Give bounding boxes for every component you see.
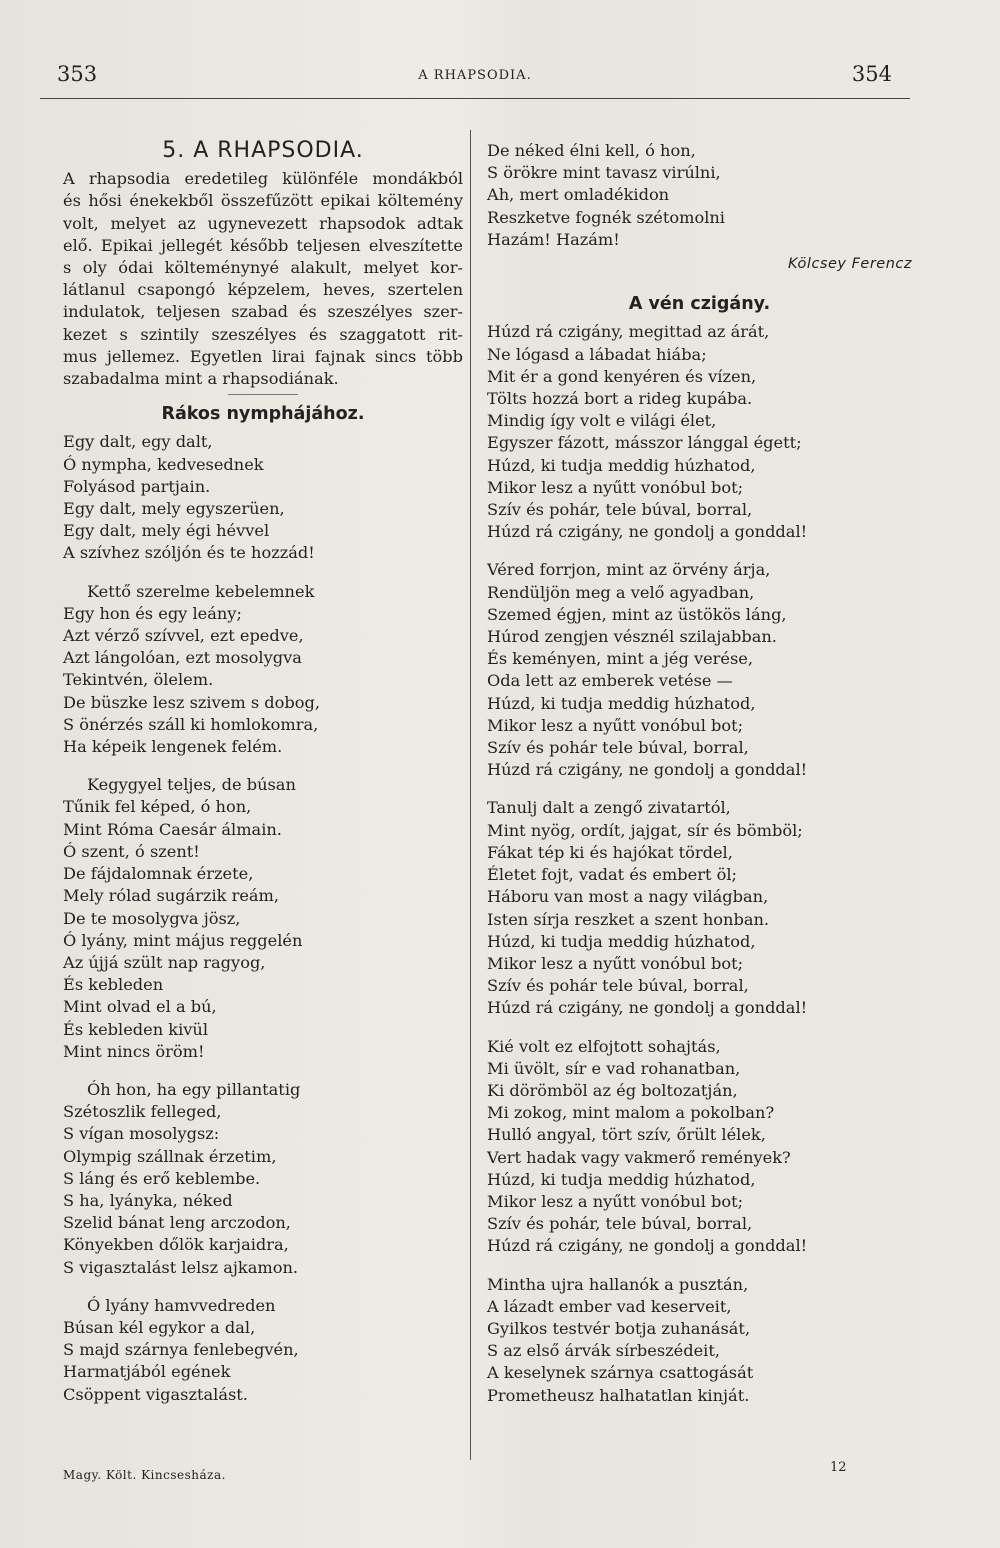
text-line: Húzd rá czigány, ne gondolj a gonddal!	[487, 760, 808, 780]
stanza	[487, 1274, 912, 1407]
text-line: De fájdalomnak érzete,	[63, 864, 254, 884]
text-line: S örökre mint tavasz virúlni,	[487, 163, 721, 183]
text-line: Csöppent vigasztalást.	[63, 1384, 248, 1404]
text-line: Mint nincs öröm!	[63, 1041, 205, 1061]
stanza	[487, 321, 912, 543]
text-line: Búsan kél egykor a dal,	[63, 1317, 256, 1337]
left-column	[63, 140, 463, 1422]
text-line: Mi zokog, mint malom a pokolban?	[487, 1103, 775, 1123]
stanza	[487, 1036, 912, 1258]
poem-czigany-body	[487, 321, 912, 1406]
text-line: Hazám! Hazám!	[487, 229, 620, 249]
text-line: Óh hon, ha egy pillantatig	[87, 1079, 301, 1099]
section-title: 5. A RHAPSODIA.	[162, 138, 364, 163]
stanza	[63, 1079, 463, 1279]
text-line: Húzd rá czigány, ne gondolj a gonddal!	[487, 522, 808, 542]
text-line: Szelid bánat leng arczodon,	[63, 1213, 291, 1233]
text-line: Egyszer fázott, másszor lánggal égett;	[487, 433, 802, 453]
intro-paragraph	[63, 168, 463, 390]
text-line: Háboru van most a nagy világban,	[487, 887, 769, 907]
text-line: S majd szárnya fenlebegvén,	[63, 1340, 299, 1360]
text-line: Húzd rá czigány, megittad az árát,	[487, 322, 770, 342]
footer-publication: Magy. Költ. Kincsesháza.	[63, 1468, 226, 1482]
text-line: Ne lógasd a lábadat hiába;	[487, 344, 707, 364]
text-line: Fákat tép ki és hajókat tördel,	[487, 842, 733, 862]
text-line: Ó lyány, mint május reggelén	[63, 930, 303, 950]
text-line: Húzd, ki tudja meddig húzhatod,	[487, 693, 756, 713]
text-line: Szemed égjen, mint az üstökös láng,	[487, 604, 787, 624]
text-line: Az újjá szült nap ragyog,	[63, 952, 266, 972]
text-line: A szívhez szóljón és te hozzád!	[63, 543, 315, 563]
ornament-rule	[228, 394, 298, 395]
text-line: S önérzés száll ki homlokomra,	[63, 714, 319, 734]
poem-title-rakos: Rákos nymphájához.	[161, 404, 365, 425]
right-column	[487, 140, 912, 1423]
text-line: Mikor lesz a nyűtt vonóbul bot;	[487, 477, 744, 497]
text-line: Mi üvölt, sír e vad rohanatban,	[487, 1058, 741, 1078]
stanza	[63, 1295, 463, 1406]
text-line: Szív és pohár, tele búval, borral,	[487, 500, 753, 520]
text-line: Rendüljön meg a velő agyadban,	[487, 582, 755, 602]
text-line: Mindig így volt e világi élet,	[487, 411, 717, 431]
text-line: S vigasztalást lelsz ajkamon.	[63, 1257, 299, 1277]
text-line: Azt vérző szívvel, ezt epedve,	[63, 626, 304, 646]
text-line: Tűnik fel képed, ó hon,	[63, 797, 252, 817]
text-line: Gyilkos testvér botja zuhanását,	[487, 1318, 751, 1338]
text-line: És keményen, mint a jég verése,	[487, 649, 754, 669]
running-title: A RHAPSODIA.	[418, 68, 532, 83]
text-line: Egy dalt, mely égi hévvel	[63, 521, 270, 541]
text-line: Húzd rá czigány, ne gondolj a gonddal!	[487, 998, 808, 1018]
text-line: Mikor lesz a nyűtt vonóbul bot;	[487, 1191, 744, 1211]
text-line: Azt lángolóan, ezt mosolygva	[63, 648, 302, 668]
text-line: Harmatjából egének	[63, 1362, 231, 1382]
poem-continuation	[487, 140, 912, 251]
stanza	[63, 774, 463, 1063]
poem-title-czigany: A vén czigány.	[628, 294, 771, 315]
stanza	[487, 559, 912, 781]
text-line: Egy dalt, mely egyszerüen,	[63, 499, 285, 519]
text-line: Szív és pohár, tele búval, borral,	[487, 1214, 753, 1234]
text-line: indulatok, teljesen szabad és szeszélyes szer-	[63, 302, 463, 322]
text-line: látlanul csapongó képzelem, heves, szertelen	[63, 280, 463, 300]
text-line: Ki dörömböl az ég boltozatján,	[487, 1080, 738, 1100]
text-line: És kebleden kivül	[63, 1019, 209, 1039]
text-line: Tölts hozzá bort a rideg kupába.	[487, 389, 753, 409]
text-line: Hulló angyal, tört szív, őrült lélek,	[487, 1125, 766, 1145]
text-line: Véred forrjon, mint az örvény árja,	[487, 560, 771, 580]
text-line: Oda lett az emberek vetése —	[487, 671, 733, 691]
text-line: Prometheusz halhatatlan kinját.	[487, 1385, 750, 1405]
author-signature: Kölcsey Ferencz	[788, 256, 912, 273]
text-line: Könyekben dőlök karjaidra,	[63, 1235, 289, 1255]
page-number-left: 353	[57, 62, 98, 86]
header-rule	[40, 98, 910, 99]
text-line: Kegygyel teljes, de búsan	[87, 775, 296, 795]
text-line: A keselynek szárnya csattogását	[487, 1363, 754, 1383]
text-line: Mit ér a gond kenyéren és vízen,	[487, 366, 757, 386]
text-line: Húzd rá czigány, ne gondolj a gonddal!	[487, 1236, 808, 1256]
text-line: elő. Epikai jellegét később teljesen elveszítette	[63, 235, 463, 255]
stanza	[63, 581, 463, 759]
text-line: Mint nyög, ordít, jajgat, sír és bömböl;	[487, 820, 803, 840]
text-line: Szív és pohár tele búval, borral,	[487, 976, 749, 996]
text-line: Ha képeik lengenek felém.	[63, 737, 283, 757]
text-line: Olympig szállnak érzetim,	[63, 1146, 277, 1166]
text-line: Tanulj dalt a zengő zivatartól,	[487, 798, 731, 818]
text-line: Vert hadak vagy vakmerő remények?	[487, 1147, 791, 1167]
text-line: Folyásod partjain.	[63, 476, 211, 496]
text-line: Ah, mert omladékidon	[487, 185, 670, 205]
text-line: Kettő szerelme kebelemnek	[87, 581, 315, 601]
text-line: De büszke lesz szivem s dobog,	[63, 692, 321, 712]
text-line: Húrod zengjen vésznél szilajabban.	[487, 627, 777, 647]
text-line: Ó lyány hamvvedreden	[87, 1295, 276, 1315]
text-line: Tekintvén, ölelem.	[63, 670, 214, 690]
text-line: Mint olvad el a bú,	[63, 997, 217, 1017]
text-line: Mikor lesz a nyűtt vonóbul bot;	[487, 715, 744, 735]
text-line: A rhapsodia eredetileg különféle mondákból	[63, 169, 463, 189]
text-line: S ha, lyányka, néked	[63, 1190, 233, 1210]
text-line: szabadalma mint a rhapsodiának.	[63, 369, 339, 389]
stanza	[63, 431, 463, 564]
text-line: De te mosolygva jösz,	[63, 908, 241, 928]
text-line: s oly ódai költeménynyé alakult, melyet kor-	[63, 258, 463, 278]
column-divider	[470, 130, 471, 1460]
poem-rakos-body	[63, 431, 463, 1405]
text-line: S vígan mosolygsz:	[63, 1124, 220, 1144]
text-line: A lázadt ember vad keserveit,	[487, 1296, 732, 1316]
text-line: mus jellemez. Egyetlen lirai fajnak sincs több	[63, 346, 463, 366]
text-line: és hősi énekekből összefűzött epikai költemény	[63, 191, 463, 211]
text-line: Mintha ujra hallanók a pusztán,	[487, 1274, 749, 1294]
text-line: Húzd, ki tudja meddig húzhatod,	[487, 1169, 756, 1189]
text-line: Szív és pohár tele búval, borral,	[487, 738, 749, 758]
text-line: Mikor lesz a nyűtt vonóbul bot;	[487, 953, 744, 973]
text-line: Ó nympha, kedvesednek	[63, 454, 264, 474]
text-line: Mint Róma Caesár álmain.	[63, 819, 282, 839]
footer-signature-number: 12	[830, 1460, 847, 1475]
stanza	[487, 797, 912, 1019]
text-line: De néked élni kell, ó hon,	[487, 141, 696, 160]
text-line: Szétoszlik felleged,	[63, 1102, 222, 1122]
text-line: Reszketve fognék szétomolni	[487, 207, 725, 227]
text-line: És kebleden	[63, 975, 164, 995]
text-line: volt, melyet az ugynevezett rhapsodok adtak	[63, 213, 463, 233]
text-line: Mely rólad sugárzik reám,	[63, 886, 280, 906]
text-line: Ó szent, ó szent!	[63, 841, 200, 861]
text-line: kezet s szintily szeszélyes és szaggatott rit-	[63, 324, 463, 344]
text-line: S az első árvák sírbeszédeit,	[487, 1341, 721, 1361]
text-line: Húzd, ki tudja meddig húzhatod,	[487, 931, 756, 951]
text-line: Életet fojt, vadat és embert öl;	[487, 865, 737, 885]
text-line: Kié volt ez elfojtott sohajtás,	[487, 1036, 721, 1056]
text-line: Egy dalt, egy dalt,	[63, 432, 213, 452]
text-line: S láng és erő keblembe.	[63, 1168, 261, 1188]
text-line: Húzd, ki tudja meddig húzhatod,	[487, 455, 756, 475]
text-line: Isten sírja reszket a szent honban.	[487, 909, 770, 929]
page-number-right: 354	[851, 62, 892, 86]
text-line: Egy hon és egy leány;	[63, 603, 242, 623]
